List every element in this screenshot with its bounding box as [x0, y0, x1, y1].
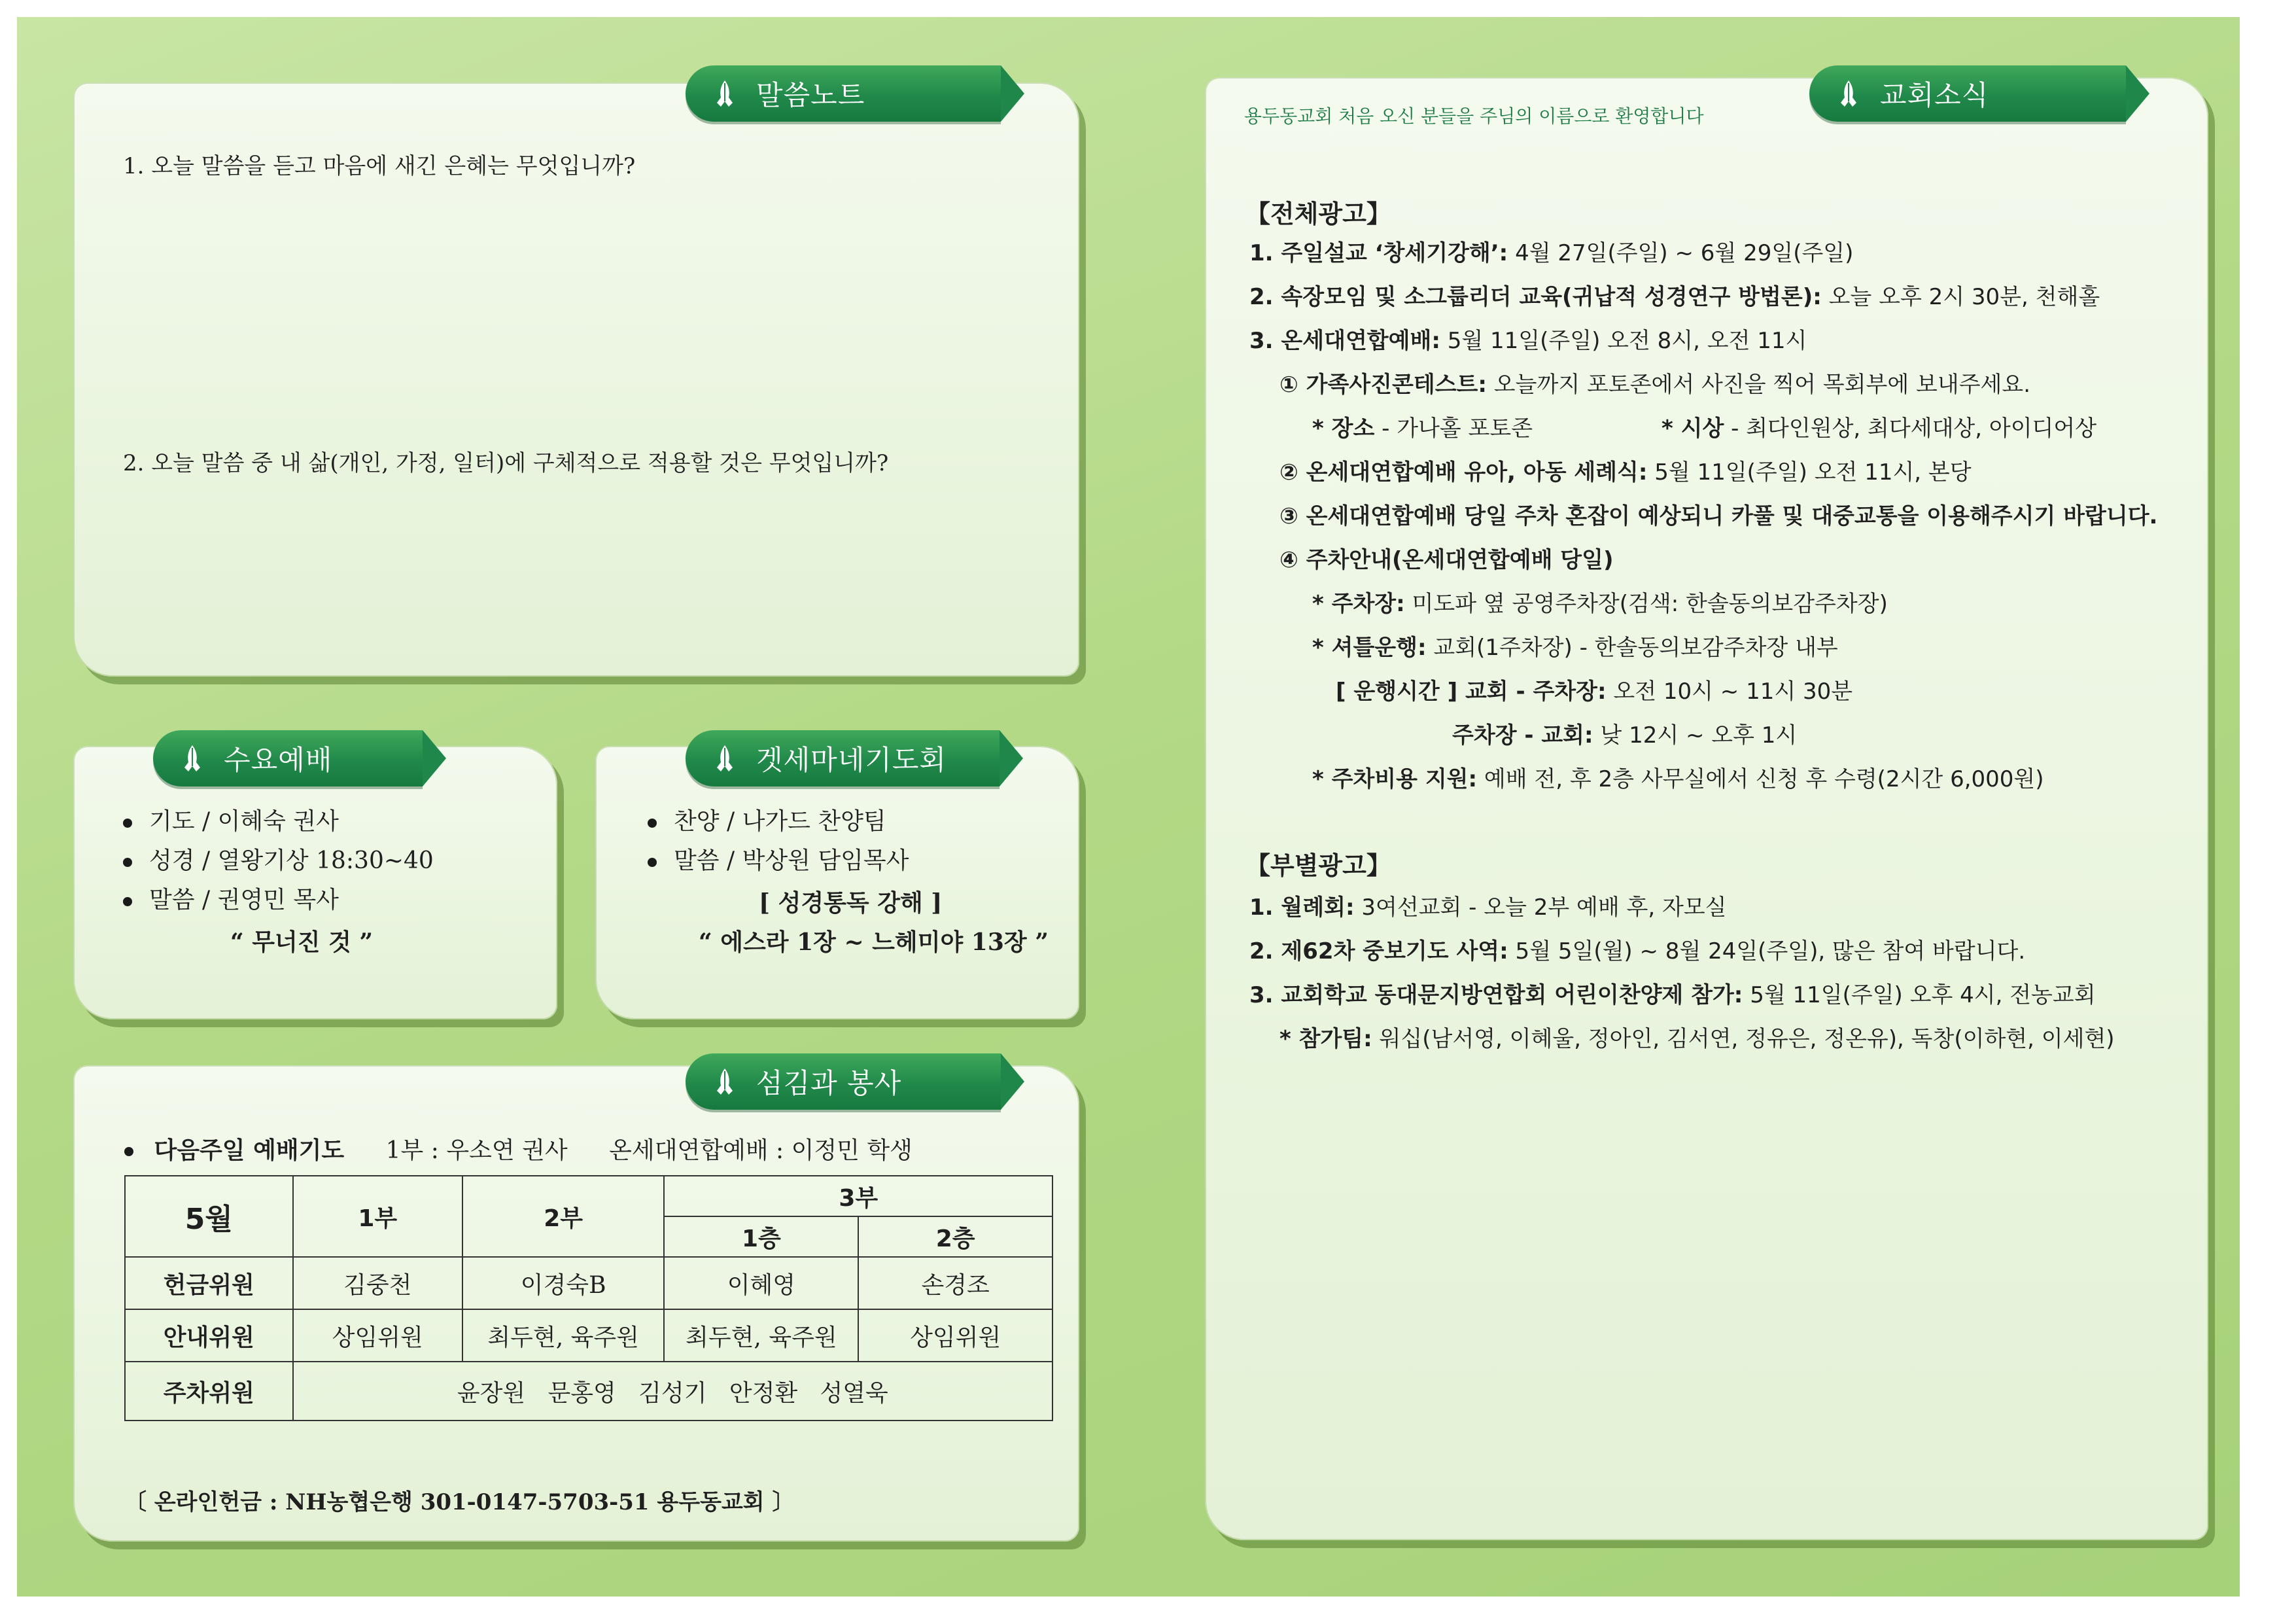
table-row — [125, 1176, 1052, 1216]
award-info: * 시상 - 최다인원상, 최다세대상, 아이디어상 — [1661, 415, 2097, 442]
bullet-icon — [648, 858, 657, 867]
word-note-question-1: 1. 오늘 말씀을 듣고 마음에 새긴 은혜는 무엇입니까? — [123, 153, 636, 179]
gethsemane-title: 겟세마네기도회 — [756, 744, 947, 776]
gethsemane-subtitle: [ 성경통독 강해 ] — [759, 889, 943, 917]
praying-hands-icon — [1832, 77, 1866, 111]
online-offering: 〔 온라인헌금 : NH농협은행 301-0147-5703-51 용두동교회 〕 — [124, 1489, 795, 1515]
announcement-item: ③ 온세대연합예배 당일 주차 혼잡이 예상되니 카풀 및 대중교통을 이용해주시기 바랍니다. — [1279, 503, 2158, 529]
table-row — [125, 1362, 1052, 1421]
parking-volunteers: 윤장원 문홍영 김성기 안정환 성열욱 — [293, 1362, 1052, 1421]
table-cell: 최두현, 육주원 — [462, 1309, 665, 1362]
list-item: 성경 / 열왕기상 18:30~40 — [123, 841, 434, 881]
announcement-item: * 참가팀: 워십(남서영, 이혜울, 정아인, 김서연, 정유은, 정온유), 독창(이하현, 이세현) — [1279, 1026, 2115, 1052]
header-floor-2: 2층 — [858, 1216, 1052, 1257]
welcome-message: 용두동교회 처음 오신 분들을 주님의 이름으로 환영합니다 — [1244, 105, 1704, 127]
table-cell: 최두현, 육주원 — [664, 1309, 858, 1362]
table-cell: 상임위원 — [858, 1309, 1052, 1362]
next-week-prayer — [124, 1132, 913, 1165]
praying-hands-icon — [708, 741, 742, 775]
next-prayer-first: 1부 : 우소연 권사 — [385, 1137, 568, 1164]
table-row — [125, 1257, 1052, 1309]
announcement-item: ② 온세대연합예배 유아, 아동 세례식: 5월 11일(주일) 오전 11시, 본당 — [1279, 459, 1972, 485]
list-item: 찬양 / 나가드 찬양팀 — [648, 802, 909, 841]
header-service-2: 2부 — [462, 1176, 665, 1257]
gethsemane-scripture: “ 에스라 1장 ~ 느헤미야 13장 ” — [699, 928, 1049, 956]
next-prayer-label: 다음주일 예배기도 — [154, 1137, 345, 1164]
header-service-3: 3부 — [664, 1176, 1052, 1216]
announcement-item: ④ 주차안내(온세대연합예배 당일) — [1279, 547, 1614, 573]
row-label: 안내위원 — [125, 1309, 293, 1362]
word-note-tab — [686, 65, 1001, 122]
table-row — [125, 1309, 1052, 1362]
general-announcements-heading: 【전체광고】 — [1245, 200, 1391, 228]
announcement-item: ① 가족사진콘테스트: 오늘까지 포토존에서 사진을 찍어 목회부에 보내주세요. — [1279, 372, 2031, 398]
praying-hands-icon — [175, 741, 209, 775]
bullet-icon — [123, 897, 132, 906]
announcement-item: * 주차비용 지원: 예배 전, 후 2층 사무실에서 신청 후 수령(2시간 6,000원) — [1312, 766, 2044, 792]
department-announcements-heading: 【부별광고】 — [1245, 851, 1391, 880]
bullet-icon — [123, 858, 132, 867]
month-cell: 5월 — [125, 1176, 293, 1257]
announcement-item: 2. 제62차 중보기도 사역: 5월 5일(월) ~ 8월 24일(주일), 많은 참여 바랍니다. — [1249, 938, 2026, 964]
wednesday-service-list — [123, 802, 434, 920]
gethsemane-tab — [686, 730, 1000, 786]
bullet-icon — [648, 819, 657, 828]
word-note-question-2: 2. 오늘 말씀 중 내 삶(개인, 가정, 일터)에 구체적으로 적용할 것은 무엇입니까? — [123, 450, 889, 476]
praying-hands-icon — [708, 77, 742, 111]
service-schedule-table — [124, 1175, 1053, 1421]
general-announcements — [1249, 232, 2157, 802]
service-title: 섬김과 봉사 — [756, 1067, 902, 1099]
announcement-item: 1. 월례회: 3여선교회 - 오늘 2부 예배 후, 자모실 — [1249, 894, 1727, 921]
wednesday-service-tab — [153, 730, 423, 786]
table-cell: 김중천 — [293, 1257, 462, 1309]
announcement-item: 주차장 - 교회: 낮 12시 ~ 오후 1시 — [1452, 722, 1798, 749]
announcement-item: 3. 온세대연합예배: 5월 11일(주일) 오전 8시, 오전 11시 — [1249, 328, 1807, 354]
row-label: 헌금위원 — [125, 1257, 293, 1309]
header-floor-1: 1층 — [664, 1216, 858, 1257]
next-prayer-united: 온세대연합예배 : 이정민 학생 — [609, 1137, 913, 1164]
list-item: 기도 / 이혜숙 권사 — [123, 802, 434, 841]
wednesday-sermon-title: “ 무너진 것 ” — [230, 928, 374, 956]
announcement-item: 2. 속장모임 및 소그룹리더 교육(귀납적 성경연구 방법론): 오늘 오후 2시 30분, 천해홀 — [1249, 284, 2100, 310]
row-label: 주차위원 — [125, 1362, 293, 1421]
department-announcements — [1249, 886, 2115, 1061]
bullet-icon — [124, 1147, 133, 1156]
announcement-item: * 장소 - 가나홀 포토존 * 시상 - 최다인원상, 최다세대상, 아이디어상 — [1249, 407, 2157, 451]
announcement-item: * 주차장: 미도파 옆 공영주차장(검색: 한솔동의보감주차장) — [1312, 591, 1888, 617]
announcement-item: * 셔틀운행: 교회(1주차장) - 한솔동의보감주차장 내부 — [1312, 635, 1838, 661]
gethsemane-card — [595, 746, 1079, 1019]
gethsemane-list — [648, 802, 909, 881]
church-news-title: 교회소식 — [1880, 79, 1989, 111]
list-item: 말씀 / 박상원 담임목사 — [648, 841, 909, 881]
table-cell: 상임위원 — [293, 1309, 462, 1362]
church-news-tab — [1809, 65, 2126, 122]
announcement-item: 3. 교회학교 동대문지방연합회 어린이찬양제 참가: 5월 11일(주일) 오후 4시, 전농교회 — [1249, 982, 2096, 1008]
header-service-1: 1부 — [293, 1176, 462, 1257]
announcement-item: [ 운행시간 ] 교회 - 주차장: 오전 10시 ~ 11시 30분 — [1336, 679, 1853, 705]
announcement-item: 1. 주일설교 ‘창세기강해’: 4월 27일(주일) ~ 6월 29일(주일) — [1249, 240, 1854, 266]
word-note-title: 말씀노트 — [756, 79, 865, 111]
table-cell: 손경조 — [858, 1257, 1052, 1309]
service-tab — [686, 1053, 1001, 1110]
bullet-icon — [123, 819, 132, 828]
table-cell: 이혜영 — [664, 1257, 858, 1309]
list-item: 말씀 / 권영민 목사 — [123, 881, 434, 920]
wednesday-service-title: 수요예배 — [224, 744, 333, 776]
praying-hands-icon — [708, 1065, 742, 1099]
table-cell: 이경숙B — [462, 1257, 665, 1309]
